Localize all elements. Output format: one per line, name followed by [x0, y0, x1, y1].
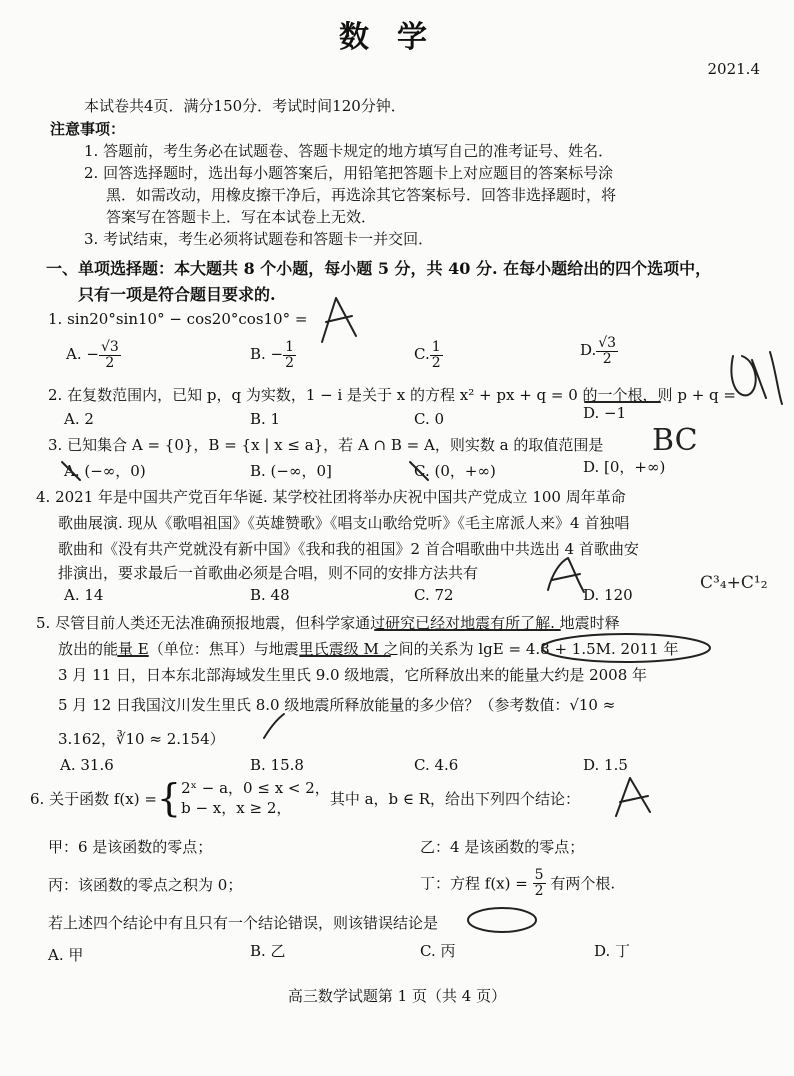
notice-item: 2. 回答选择题时，选出每小题答案后，用铅笔把答题卡上对应题目的答案标号涂 — [84, 164, 614, 182]
option-label: A. − — [66, 345, 99, 364]
q4-option-d: D. 120 — [583, 586, 633, 604]
piece-1: 2ˣ − a，0 ≤ x < 2， — [181, 779, 330, 797]
q3-option-a: A. (−∞，0) — [64, 462, 146, 480]
fraction-denominator: 2 — [602, 350, 612, 367]
q3-option-d: D. [0，+∞) — [583, 458, 666, 476]
q2-option-b: B. 1 — [250, 410, 281, 428]
handwritten-a-q4 — [548, 558, 584, 592]
function-prefix: 6. 关于函数 f(x) = — [30, 789, 157, 808]
question-5-line: 5 月 12 日我国汶川发生里氏 8.0 级地震所释放能量的多少倍？（参考数值：√10 ≈ — [58, 696, 616, 714]
q4-option-c: C. 72 — [414, 586, 454, 604]
question-4-line: 4. 2021 年是中国共产党百年华诞. 某学校社团将举办庆祝中国共产党成立 100 周年革命 — [36, 488, 626, 506]
q3-option-b: B. (−∞，0] — [250, 462, 332, 480]
question-4-line: 歌曲展演. 现从《歌唱祖国》《英雄赞歌》《唱支山歌给党听》《毛主席派人来》4 首独唱 — [58, 514, 630, 532]
q4-option-b: B. 48 — [250, 586, 290, 604]
fraction-denominator: 2 — [285, 354, 295, 371]
q2-option-a: A. 2 — [64, 410, 94, 428]
q6-option-b: B. 乙 — [250, 942, 286, 960]
q3-option-c: C. (0，+∞) — [414, 462, 496, 480]
page-title: 数学 — [339, 20, 455, 55]
question-4-line: 排演出，要求最后一首歌曲必须是合唱，则不同的安排方法共有 — [58, 564, 479, 582]
option-label: B. − — [250, 345, 284, 364]
piecewise-definition — [181, 778, 330, 819]
section-heading-cont: 只有一项是符合题目要求的. — [78, 285, 276, 304]
fraction-numerator: 1 — [285, 339, 295, 355]
question-3-stem: 3. 已知集合 A = {0}，B = {x | x ≤ a}，若 A ∩ B = A，则实数 a 的取值范围是 — [48, 436, 604, 454]
q1-option-c — [414, 340, 443, 370]
fraction-numerator: √3 — [598, 335, 617, 351]
q1-option-a — [66, 340, 121, 370]
fraction-denominator: 2 — [105, 354, 115, 371]
intro-text: 本试卷共4页．满分150分．考试时间120分钟． — [84, 97, 406, 115]
statement-ding — [420, 868, 615, 898]
option-label: C. — [414, 345, 430, 364]
notice-item: 1. 答题前，考生务必在试题卷、答题卡规定的地方填写自己的准考证号、姓名． — [84, 142, 614, 160]
handwritten-combination: C³₄+C¹₂ — [700, 573, 768, 593]
option-label: D. — [580, 341, 597, 360]
handwritten-bc: BC — [652, 423, 698, 458]
q5-option-d: D. 1.5 — [583, 756, 628, 774]
circle-error-conclusion — [468, 908, 536, 932]
question-5-line: 3 月 11 日，日本东北部海域发生里氏 9.0 级地震，它所释放出来的能量大约是 2008 年 — [58, 666, 648, 684]
notice-item: 黑．如需改动，用橡皮擦干净后，再选涂其它答案标号．回答非选择题时，将 — [106, 186, 617, 204]
q5-option-b: B. 15.8 — [250, 756, 304, 774]
ding-suffix: 有两个根. — [550, 874, 616, 893]
fraction-numerator: √3 — [100, 339, 119, 355]
handwritten-a-q1 — [322, 298, 356, 342]
q5-option-c: C. 4.6 — [414, 756, 459, 774]
question-2-stem: 2. 在复数范围内，已知 p，q 为实数，1 − i 是关于 x 的方程 x² + px + q = 0 的一个根，则 p + q = — [48, 386, 736, 404]
q2-option-c: C. 0 — [414, 410, 445, 428]
question-4-line: 歌曲和《没有共产党就没有新中国》《我和我的祖国》2 首合唱歌曲中共选出 4 首歌曲安 — [58, 540, 639, 558]
question-5-line: 3.162，∛10 ≈ 2.154） — [58, 730, 225, 748]
q6-option-a: A. 甲 — [48, 946, 84, 964]
question-5-line: 5. 尽管目前人类还无法准确预报地震，但科学家通过研究已经对地震有所了解. 地震时释 — [36, 614, 620, 632]
q6-option-d: D. 丁 — [594, 942, 631, 960]
handwritten-a-q6 — [616, 778, 650, 816]
fraction-numerator: 5 — [534, 867, 544, 883]
q6-option-c: C. 丙 — [420, 942, 456, 960]
ding-prefix: 丁：方程 f(x) = — [420, 874, 528, 893]
question-1-stem: 1. sin20°sin10° − cos20°cos10° = — [48, 310, 308, 328]
notice-item: 3. 考试结束，考生必须将试题卷和答题卡一并交回． — [84, 230, 434, 248]
fraction-denominator: 2 — [431, 354, 441, 371]
exam-date: 2021.4 — [707, 60, 760, 78]
section-heading: 一、单项选择题：本大题共 8 个小题，每小题 5 分，共 40 分. 在每小题给出的四个选项中， — [46, 259, 712, 278]
question-6-ask: 若上述四个结论中有且只有一个结论错误，则该错误结论是 — [48, 914, 439, 932]
statement-jia: 甲：6 是该函数的零点； — [48, 838, 213, 856]
parenthesis-mark-q5 — [264, 714, 284, 738]
statement-yi: 乙：4 是该函数的零点； — [420, 838, 585, 856]
fraction-denominator: 2 — [534, 882, 544, 899]
function-suffix: 其中 a，b ∈ R，给出下列四个结论： — [329, 789, 581, 808]
question-5-line: 放出的能量 E（单位：焦耳）与地震里氏震级 M 之间的关系为 lgE = 4.8 + 1.5M. 2011 年 — [58, 640, 679, 658]
q4-option-a: A. 14 — [64, 586, 104, 604]
question-6-stem — [30, 778, 580, 819]
handwritten-mark-q2 — [731, 352, 782, 404]
brace-glyph: { — [156, 776, 182, 821]
notice-item: 答案写在答题卡上．写在本试卷上无效． — [106, 208, 377, 226]
q1-option-b — [250, 340, 296, 370]
q1-option-d — [580, 336, 618, 366]
piece-2: b − x，x ≥ 2， — [181, 799, 292, 818]
q5-option-a: A. 31.6 — [60, 756, 114, 774]
statement-bing: 丙：该函数的零点之积为 0； — [48, 876, 243, 894]
page-footer: 高三数学试题第 1 页（共 4 页） — [287, 987, 507, 1005]
q2-option-d: D. −1 — [583, 404, 627, 422]
fraction-numerator: 1 — [431, 339, 441, 355]
notice-heading: 注意事项： — [50, 120, 126, 138]
